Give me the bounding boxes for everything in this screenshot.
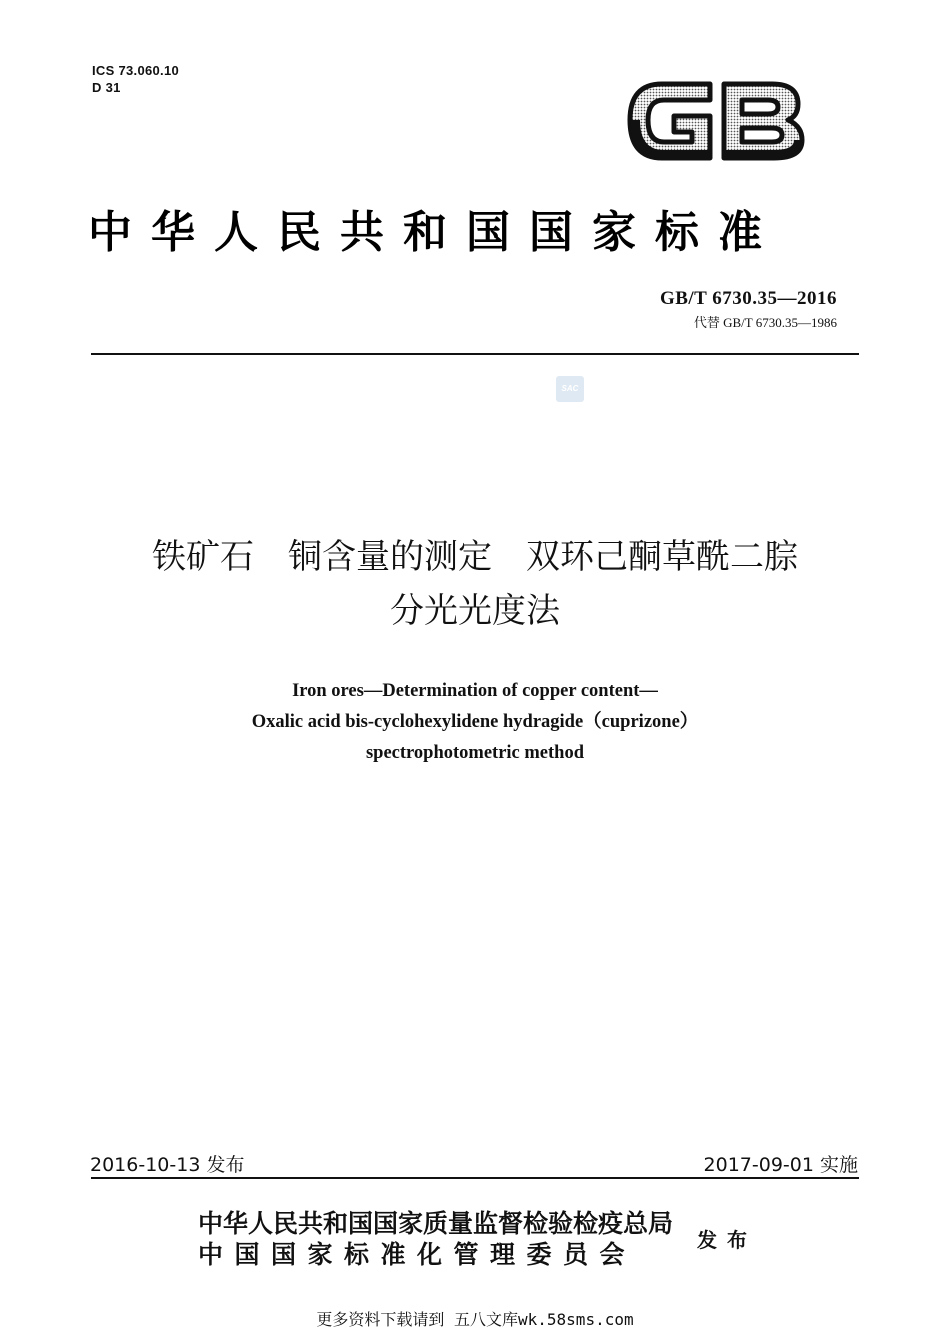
chinese-title-line-1: 铁矿石 铜含量的测定 双环己酮草酰二腙 xyxy=(152,537,798,577)
chinese-title xyxy=(0,530,950,638)
publish-label: 发布 xyxy=(697,1228,757,1252)
ics-code: ICS 73.060.10 xyxy=(92,63,180,78)
replaces-standard: 代替 GB/T 6730.35—1986 xyxy=(693,315,837,330)
header-divider xyxy=(91,353,859,355)
gb-logo xyxy=(622,70,810,170)
standard-number: GB/T 6730.35—2016 xyxy=(659,288,837,309)
english-title xyxy=(0,676,950,769)
sac-watermark: SAC xyxy=(556,376,584,402)
chinese-title-line-2: 分光光度法 xyxy=(390,591,560,631)
issuing-authorities xyxy=(198,1208,673,1270)
issue-date: 2016-10-13 发布 xyxy=(90,1154,245,1176)
classification-codes xyxy=(92,62,179,96)
download-footer-text: 更多资料下载请到 五八文库wk.58sms.com xyxy=(316,1310,634,1329)
implementation-date: 2017-09-01 实施 xyxy=(703,1154,858,1176)
english-title-line-1: Iron ores—Determination of copper content— xyxy=(292,681,658,701)
national-standard-title: 中华人民共和国国家标准 xyxy=(88,207,781,258)
ccs-code: D 31 xyxy=(92,80,121,95)
issuer-line-2: 中国国家标准化管理委员会 xyxy=(198,1240,637,1269)
footer-divider xyxy=(91,1177,859,1179)
standard-number-block xyxy=(660,288,837,331)
issuer-line-1: 中华人民共和国国家质量监督检验检疫总局 xyxy=(198,1209,674,1238)
english-title-line-3: spectrophotometric method xyxy=(365,743,585,763)
english-title-line-2: Oxalic acid bis-cyclohexylidene hydragide（cuprizone） xyxy=(251,712,699,732)
